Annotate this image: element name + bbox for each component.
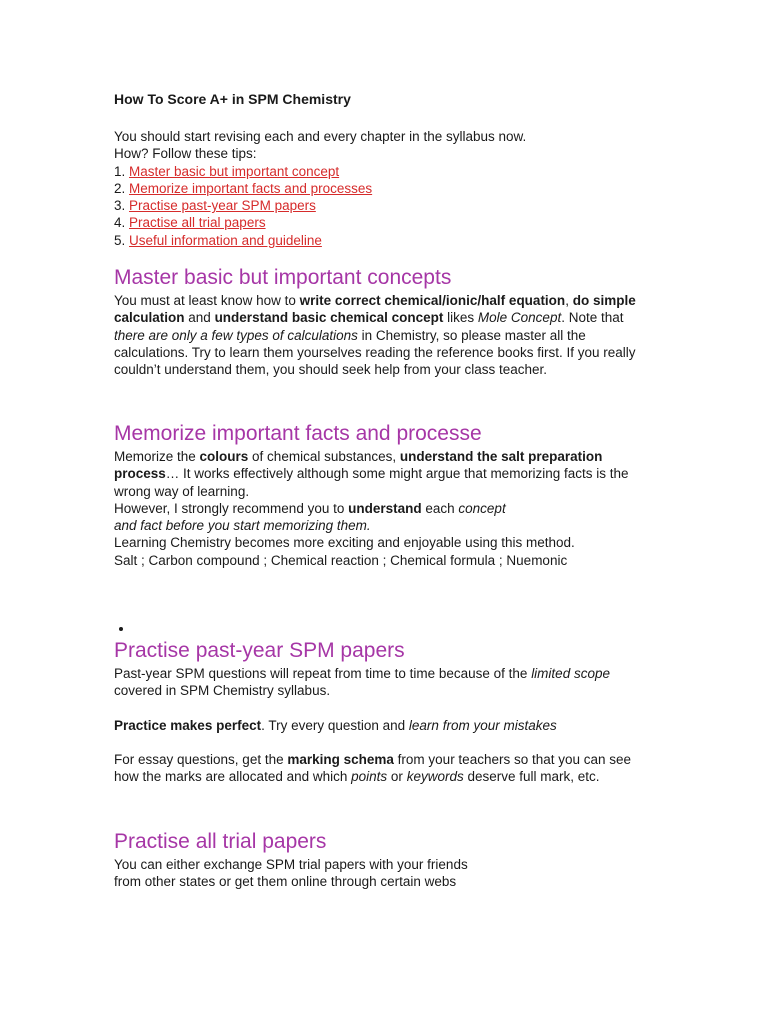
toc-number: 5.	[114, 232, 130, 248]
bold-run: Practice makes perfect	[114, 717, 262, 733]
italic-run: points	[351, 769, 388, 785]
bold-run: write correct chemical/ionic/half equation	[299, 293, 566, 308]
toc-item-4	[114, 214, 674, 231]
memorize-paragraph-3: Learning Chemistry becomes more exciting and enjoyable using this method.	[114, 535, 575, 551]
text-run: . Note that	[561, 310, 624, 326]
memorize-paragraph-1	[114, 448, 634, 500]
section-body-trial	[114, 856, 674, 891]
past-year-paragraph-2	[114, 717, 646, 734]
italic-run: learn from your mistakes	[408, 717, 557, 733]
bullet-marker	[119, 627, 123, 631]
toc-item-5	[114, 232, 674, 249]
text-run: of chemical substances,	[248, 449, 400, 464]
intro-block	[114, 128, 674, 249]
text-run: or	[387, 769, 407, 785]
memorize-topics-list: Salt ; Carbon compound ; Chemical reaction ; Chemical formula ; Nuemonic	[114, 552, 568, 568]
toc-number: 2.	[114, 180, 130, 196]
bold-run: understand	[348, 500, 422, 516]
italic-run: and fact before you start memorizing them.	[114, 518, 371, 534]
toc-link-master-concept[interactable]: Master basic but important concept	[129, 163, 340, 179]
bold-run: colours	[199, 449, 249, 464]
section-heading-trial: Practise all trial papers	[114, 830, 327, 853]
section-heading-past-year: Practise past-year SPM papers	[114, 639, 405, 662]
text-run: However, I strongly recommend you to	[114, 500, 349, 516]
text-run: Past-year SPM questions will repeat from time to time because of the	[114, 666, 532, 681]
section-body-memorize	[114, 448, 634, 569]
section-body-master	[114, 292, 648, 378]
text-run: ,	[565, 293, 573, 308]
text-run: … It works effectively although some might argue that memorizing facts is the wrong way of learning.	[114, 466, 629, 499]
text-run: each	[421, 500, 459, 516]
toc-number: 1.	[114, 163, 130, 179]
bold-run: do simple calculation	[114, 293, 636, 326]
intro-tips-label: How? Follow these tips:	[114, 146, 257, 162]
toc-item-1	[114, 163, 674, 180]
toc-link-trial-papers[interactable]: Practise all trial papers	[129, 215, 266, 231]
past-year-paragraph-3	[114, 751, 646, 786]
master-paragraph	[114, 292, 648, 378]
text-run: likes	[443, 310, 478, 326]
text-run: For essay questions, get the	[114, 751, 288, 767]
trial-line-2: from other states or get them online through certain webs	[114, 874, 457, 890]
text-run: from your teachers so that you can see how the marks are allocated and which	[114, 751, 632, 785]
section-heading-master: Master basic but important concepts	[114, 266, 452, 289]
text-run: in Chemistry, so please master all the calculations. Try to learn them yourselves reading the reference books first. If you really couldn’t understand them, you should seek help from your class teacher.	[114, 327, 636, 378]
text-run: covered in SPM Chemistry syllabus.	[114, 683, 331, 699]
bold-run: marking schema	[287, 751, 394, 767]
italic-run: concept	[458, 500, 506, 516]
section-heading-memorize: Memorize important facts and processe	[114, 422, 482, 445]
bold-run: understand basic chemical concept	[214, 310, 444, 326]
text-run: and	[184, 310, 215, 326]
italic-run: there are only a few types of calculations	[114, 327, 358, 343]
section-body-past-year	[114, 665, 646, 785]
toc-link-past-year-papers[interactable]: Practise past-year SPM papers	[129, 198, 316, 214]
memorize-paragraph-2-cont	[114, 517, 634, 534]
intro-text: You should start revising each and every chapter in the syllabus now.	[114, 129, 527, 144]
toc-link-memorize-facts[interactable]: Memorize important facts and processes	[129, 180, 373, 196]
toc-number: 3.	[114, 198, 130, 214]
toc-item-3	[114, 197, 674, 214]
text-run: You must at least know how to	[114, 293, 300, 308]
italic-run: Mole Concept	[477, 310, 562, 326]
italic-run: limited scope	[531, 666, 610, 681]
past-year-paragraph-1	[114, 665, 646, 700]
text-run: . Try every question and	[261, 717, 409, 733]
text-run: deserve full mark, etc.	[463, 769, 600, 785]
bold-run: understand the salt preparation process	[114, 449, 603, 482]
memorize-paragraph-2	[114, 500, 634, 517]
toc-link-useful-information[interactable]: Useful information and guideline	[129, 232, 322, 248]
page-title: How To Score A+ in SPM Chemistry	[114, 91, 351, 107]
italic-run: keywords	[406, 769, 464, 785]
trial-line-1: You can either exchange SPM trial papers with your friends	[114, 857, 468, 872]
toc-number: 4.	[114, 215, 130, 231]
toc-item-2	[114, 180, 674, 197]
text-run: Memorize the	[114, 449, 200, 464]
